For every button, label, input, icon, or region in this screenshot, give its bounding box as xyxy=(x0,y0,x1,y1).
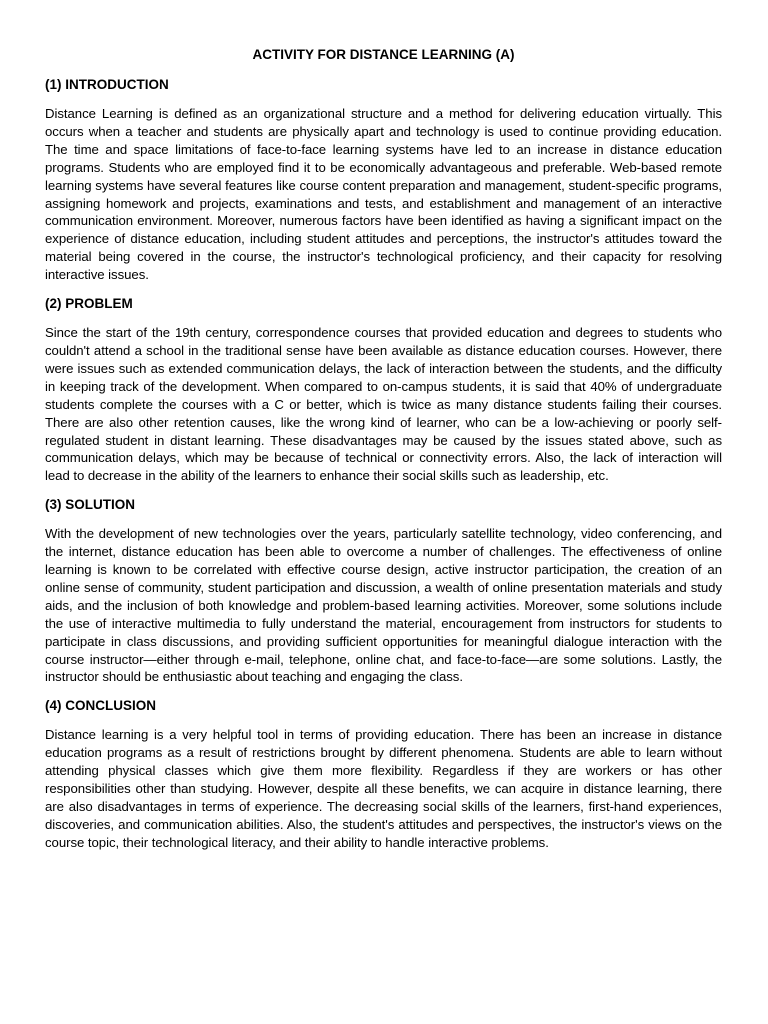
section-introduction xyxy=(45,76,722,284)
document-page xyxy=(45,46,722,863)
section-problem xyxy=(45,295,722,485)
section-body-introduction: Distance Learning is defined as an organizational structure and a method for delivering education virtually. This occurs when a teacher and students are physically apart and technology is used to continue providing education. The time and space limitations of face-to-face learning systems have led to an increase in distance education programs. Students who are employed find it to be economically advantageous and preferable. Web-based remote learning systems have several features like course content preparation and management, student-specific programs, assigning homework and projects, examinations and tests, and establishment and management of an interactive communication environment. Moreover, numerous factors have been identified as having a significant impact on the experience of distance education, including student attitudes and perceptions, the instructor's attitudes toward the material being covered in the course, the instructor's technological proficiency, and their capacity for resolving interactive issues. xyxy=(45,106,722,283)
section-body-conclusion: Distance learning is a very helpful tool in terms of providing education. There has been an increase in distance education programs as a result of restrictions brought by different phenomena. Students are able to learn without attending physical classes which give them more flexibility. Regardless if they are workers or has other responsibilities other than studying. However, despite all these benefits, we can acquire in distance learning, there are also disadvantages in terms of experience. The decreasing social skills of the learners, first-hand experiences, discoveries, and communication abilities. Also, the student's attitudes and perspectives, the instructor's views on the course topic, their technological literacy, and their ability to handle interactive problems. xyxy=(45,727,722,850)
document-title: ACTIVITY FOR DISTANCE LEARNING (A) xyxy=(252,47,515,62)
section-body-problem: Since the start of the 19th century, correspondence courses that provided education and degrees to students who couldn't attend a school in the traditional sense have been available as distance education courses. However, there were issues such as extended communication delays, the lack of interaction between the students, and the difficulty in keeping track of the development. When compared to on-campus students, it is said that 40% of undergraduate students complete the courses with a C or better, which is twice as many distance students failing their courses. There are also other retention causes, like the wrong kind of learner, who can be a low-achieving or poorly self-regulated student in distant learning. These disadvantages may be caused by the issues stated above, such as communication delays, which may be because of technical or connectivity errors. Also, the lack of interaction will lead to decrease in the ability of the learners to enhance their social skills such as leadership, etc. xyxy=(45,325,722,484)
section-heading-introduction: (1) INTRODUCTION xyxy=(45,77,169,92)
section-heading-problem: (2) PROBLEM xyxy=(45,296,133,312)
section-heading-solution: (3) SOLUTION xyxy=(45,497,135,513)
section-heading-conclusion: (4) CONCLUSION xyxy=(45,698,156,714)
section-conclusion xyxy=(45,697,722,851)
section-solution xyxy=(45,496,722,686)
section-body-solution: With the development of new technologies over the years, particularly satellite technology, video conferencing, and the internet, distance education has been able to overcome a number of challenges. The effectiveness of online learning is known to be correlated with effective course design, active instructor participation, the creation of an online sense of community, student participation and discussion, a wealth of online presentation materials and study aids, and the inclusion of both knowledge and problem-based learning activities. Moreover, some solutions include the use of interactive multimedia to fully understand the material, encouragement from instructors for students to participate in class discussions, and providing sufficient opportunities for meaningful dialogue interaction with the course instructor—either through e-mail, telephone, online chat, and face-to-face—are some solutions. Lastly, the instructor should be enthusiastic about teaching and engaging the class. xyxy=(45,526,722,685)
